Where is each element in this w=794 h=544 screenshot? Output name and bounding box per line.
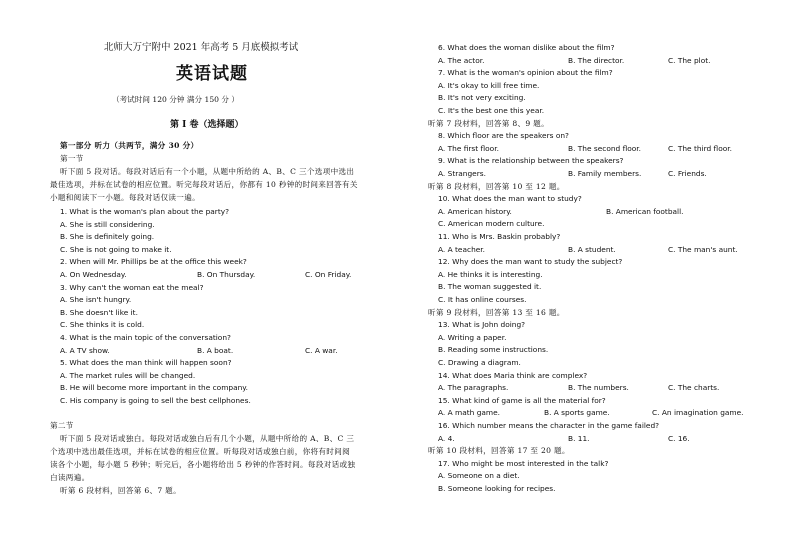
answer-option: A. He thinks it is interesting. (438, 269, 543, 279)
paper-title: 英语试题 (176, 64, 248, 84)
answer-option: A. The paragraphs. (438, 383, 509, 393)
material-cue: 听第 8 段材料，回答第 10 至 12 题。 (428, 181, 565, 191)
answer-option: B. It's not very exciting. (438, 93, 526, 103)
instruction-line: 个选项中选出最佳选项，并标在试卷的相应位置。听每段对话或独白前，你将有时间阅 (50, 447, 350, 456)
question-text: 3. Why can't the woman eat the meal? (60, 282, 204, 292)
answer-option: B. Reading some instructions. (438, 345, 549, 355)
instruction-line: 最佳选项，并标在试卷的相应位置。听完每段对话后，你都有 10 秒钟的时间来回答有关 (50, 180, 358, 189)
question-text: 5. What does the man think will happen soon? (60, 358, 232, 368)
question-text: 14. What does Maria think are complex? (438, 370, 588, 380)
instruction-line: 小题和阅读下一小题。每段对话仅读一遍。 (50, 193, 200, 202)
material-cue: 听第 10 段材料，回答第 17 至 20 题。 (428, 446, 570, 456)
question-text: 4. What is the main topic of the conversation? (60, 333, 231, 342)
answer-option: A. The actor. (438, 55, 485, 65)
part-heading: 第一部分 听力（共两节，满分 30 分） (60, 141, 199, 150)
material-cue: 听第 7 段材料，回答第 8、9 题。 (428, 118, 549, 128)
question-text: 16. Which number means the character in the game failed? (438, 421, 660, 430)
answer-option: C. The man's aunt. (668, 244, 738, 254)
question-text: 6. What does the woman dislike about the film? (438, 43, 615, 52)
answer-option: C. A war. (305, 345, 338, 355)
answer-option: C. The charts. (668, 383, 720, 393)
volume-heading: 第 I 卷（选择题） (170, 120, 244, 130)
answer-option: B. A sports game. (544, 408, 610, 418)
answer-option: B. He will become more important in the company. (60, 383, 248, 393)
question-text: 13. What is John doing? (438, 320, 526, 330)
answer-option: C. The third floor. (668, 143, 732, 153)
answer-option: C. American modern culture. (438, 219, 545, 229)
answer-option: B. The woman suggested it. (438, 282, 542, 292)
answer-option: C. The plot. (668, 55, 711, 65)
answer-option: A. A TV show. (60, 345, 110, 355)
answer-option: A. Strangers. (438, 169, 486, 178)
answer-option: C. She thinks it is cold. (60, 320, 145, 330)
question-text: 1. What is the woman's plan about the party? (60, 207, 230, 216)
question-text: 9. What is the relationship between the speakers? (438, 156, 624, 166)
answer-option: B. The numbers. (568, 383, 629, 393)
question-text: 12. Why does the man want to study the subject? (438, 257, 623, 267)
answer-option: A. A teacher. (438, 244, 486, 254)
answer-option: B. On Thursday. (197, 270, 256, 279)
answer-option: B. American football. (606, 206, 684, 216)
answer-option: C. Drawing a diagram. (438, 358, 521, 367)
answer-option: B. A boat. (197, 345, 234, 355)
answer-option: C. 16. (668, 433, 690, 443)
question-text: 17. Who might be most interested in the talk? (438, 458, 609, 468)
answer-option: B. The director. (568, 55, 625, 65)
answer-option: A. Someone on a diet. (438, 471, 520, 481)
answer-option: A. The first floor. (438, 143, 499, 153)
answer-option: B. A student. (568, 244, 616, 254)
instruction-line: 听下面 5 段对话。每段对话后有一个小题，从题中所给的 A、B、C 三个选项中选出 (60, 167, 355, 176)
answer-option: C. It's the best one this year. (438, 106, 545, 115)
answer-option: C. Friends. (668, 169, 707, 178)
material-cue: 听第 9 段材料，回答第 13 至 16 题。 (428, 307, 565, 317)
instruction-line: 听下面 5 段对话或独白。每段对话或独白后有几个小题，从题中所给的 A、B、C 三 (60, 434, 355, 443)
answer-option: C. She is not going to make it. (60, 244, 172, 254)
answer-option: B. 11. (568, 433, 590, 443)
question-text: 15. What kind of game is all the material for? (438, 395, 606, 405)
instruction-line: 读各个小题，每小题 5 秒钟；听完后，各小题将给出 5 秒钟的作答时间。每段对话或独 (50, 460, 356, 469)
exam-time-info: （考试时间 120 分钟 满分 150 分 ） (112, 95, 240, 104)
answer-option: A. She is still considering. (60, 219, 155, 229)
section-heading: 第一节 (60, 154, 84, 163)
answer-option: C. His company is going to sell the best cellphones. (60, 396, 251, 405)
answer-option: A. It's okay to kill free time. (438, 80, 540, 90)
answer-option: C. On Friday. (305, 270, 352, 279)
question-text: 11. Who is Mrs. Baskin probably? (438, 232, 561, 241)
answer-option: A. Writing a paper. (438, 332, 507, 342)
answer-option: B. The second floor. (568, 143, 641, 153)
question-text: 8. Which floor are the speakers on? (438, 131, 569, 141)
answer-option: A. On Wednesday. (60, 270, 127, 279)
answer-option: B. She is definitely going. (60, 232, 155, 242)
answer-option: C. It has online courses. (438, 295, 527, 304)
instruction-line: 白读两遍。 (50, 473, 90, 482)
answer-option: B. Someone looking for recipes. (438, 484, 556, 493)
material-cue: 听第 6 段材料，回答第 6、7 题。 (60, 486, 181, 495)
question-text: 7. What is the woman's opinion about the film? (438, 68, 613, 78)
answer-option: A. The market rules will be changed. (60, 370, 196, 380)
answer-option: A. American history. (438, 206, 512, 216)
question-text: 10. What does the man want to study? (438, 194, 582, 204)
section-heading: 第二节 (50, 421, 74, 430)
answer-option: A. She isn't hungry. (60, 295, 132, 305)
answer-option: A. 4. (438, 433, 455, 443)
answer-option: B. She doesn't like it. (60, 307, 138, 317)
question-text: 2. When will Mr. Phillips be at the office this week? (60, 257, 247, 267)
answer-option: A. A math game. (438, 408, 501, 418)
school-exam-title: 北师大万宁附中 2021 年高考 5 月底模拟考试 (104, 42, 299, 53)
answer-option: B. Family members. (568, 169, 642, 178)
answer-option: C. An imagination game. (652, 408, 744, 418)
